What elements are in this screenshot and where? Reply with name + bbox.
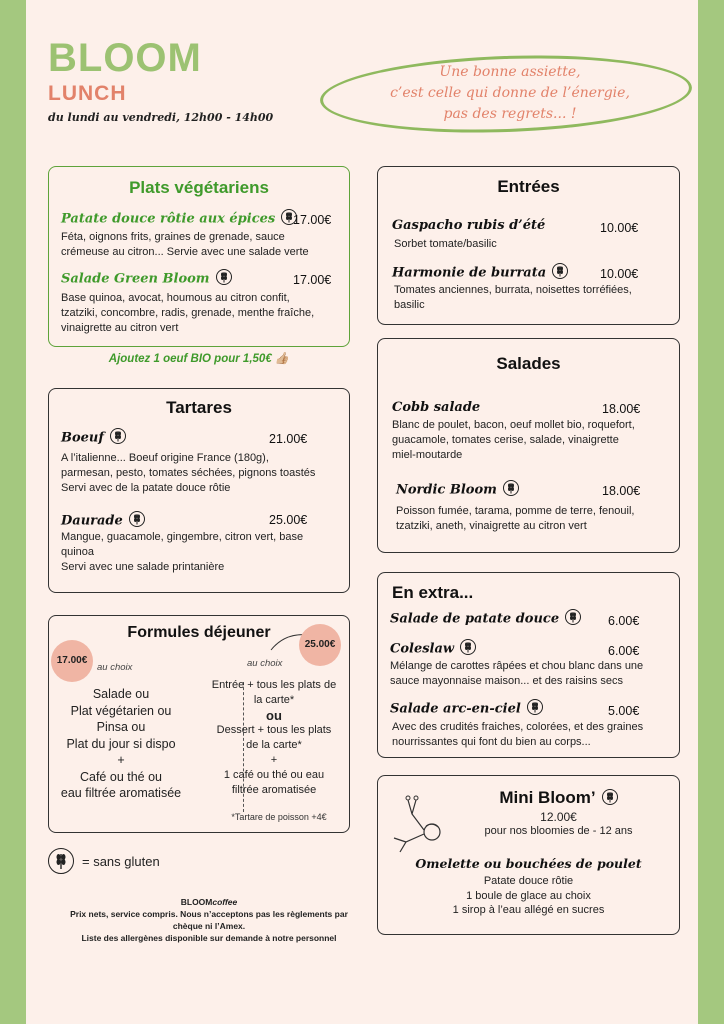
menu-item-desc: Base quinoa, avocat, houmous au citron confit, tzatziki, concombre, radis, grenade, menthe fraîche, vinaigrette au citron vert — [61, 292, 315, 334]
menu-item-price: 6.00€ — [608, 614, 640, 628]
brand-title: BLOOM — [48, 36, 202, 80]
quote-line: c’est celle qui donne de l’énergie, — [390, 85, 630, 101]
menu-item-name: Boeuf — [61, 430, 126, 446]
gluten-free-icon — [110, 428, 126, 444]
gluten-free-icon — [460, 639, 476, 655]
menu-item-desc: Avec des crudités fraiches, colorées, et des graines nourrissantes qui font du bien au corps... — [392, 721, 644, 748]
menu-item-desc: A l’italienne... Boeuf origine France (180g), parmesan, pesto, tomates séchées, pignons toastés Servi avec de la patate douce rôtie — [61, 452, 316, 494]
footer — [48, 896, 370, 944]
footer-line: chèque ni l’Amex. — [172, 921, 246, 931]
menu-item-desc: Sorbet tomate/basilic — [394, 238, 497, 250]
entrees-title: Entrées — [497, 177, 560, 196]
legend-text: = sans gluten — [82, 853, 160, 869]
quote — [330, 62, 690, 125]
menu-item-name: Harmonie de burrata — [392, 265, 568, 281]
menu-item-price: 18.00€ — [602, 402, 641, 416]
menu-item-price: 18.00€ — [602, 484, 641, 498]
menu-item-desc: Poisson fumée, tarama, pomme de terre, fenouil, tzatziki, aneth, vinaigrette au citron vert — [396, 505, 635, 532]
menu-item-name: Daurade — [61, 513, 145, 529]
menu-item-name: Salade arc-en-ciel — [390, 701, 543, 717]
gluten-free-icon — [503, 480, 519, 496]
menu-item-desc: Blanc de poulet, bacon, oeuf mollet bio, roquefort, guacamole, tomates cerise, salade, vinaigrette miel-moutarde — [392, 419, 635, 461]
mini-bloom-age: pour nos bloomies de - 12 ans — [484, 825, 633, 837]
quote-line: pas des regrets... ! — [443, 106, 577, 122]
salades-title: Salades — [496, 354, 561, 373]
vegetarian-title: Plats végétariens — [129, 178, 269, 197]
menu-item-price: 17.00€ — [293, 213, 332, 227]
mini-bloom-dish: Omelette ou bouchées de poulet — [415, 856, 642, 871]
extras-card — [377, 572, 680, 758]
gluten-free-icon — [565, 609, 581, 625]
menu-subtitle: LUNCH — [48, 82, 127, 105]
footer-brand: BLOOMcoffee — [180, 897, 238, 907]
gluten-free-icon — [129, 511, 145, 527]
footer-line: Prix nets, service compris. Nous n’acceptons pas les règlements par — [70, 909, 348, 919]
menu-item-desc: Féta, oignons frits, graines de grenade, sauce crémeuse au citron... Servie avec une salade verte — [61, 231, 309, 258]
menu-item-price: 21.00€ — [269, 432, 308, 446]
menu-item-name: Salade de patate douce — [390, 611, 581, 627]
menu-item-name: Gaspacho rubis d’été — [392, 218, 546, 233]
menu-item-name: Patate douce rôtie aux épices — [61, 211, 297, 227]
formule-left-text: Salade ou Plat végétarien ou Pinsa ou Plat du jour si dispo + Café ou thé ou eau filtrée aromatisée — [60, 687, 182, 800]
vegetarian-card — [48, 166, 350, 347]
tartares-card — [48, 388, 350, 593]
au-choix-label: au choix — [247, 658, 283, 669]
au-choix-label: au choix — [97, 662, 133, 673]
gluten-free-icon — [552, 263, 568, 279]
egg-supplement-note: Ajoutez 1 oeuf BIO pour 1,50€ 👍🏼 — [108, 353, 290, 365]
mini-bloom-details: Patate douce rôtie 1 boule de glace au choix 1 sirop à l’eau allégé en sucres — [452, 875, 605, 916]
menu-item-price: 17.00€ — [293, 273, 332, 287]
gluten-free-icon — [602, 789, 618, 805]
tartare-note: *Tartare de poisson +4€ — [231, 812, 327, 822]
menu-item-name: Cobb salade — [392, 400, 481, 415]
menu-item-price: 10.00€ — [600, 267, 639, 281]
gluten-legend — [48, 848, 160, 874]
price-badge: 17.00€ — [51, 640, 93, 682]
right-green-band — [698, 0, 724, 1024]
menu-item-price: 10.00€ — [600, 221, 639, 235]
extras-title: En extra... — [392, 583, 474, 602]
menu-item-name: Coleslaw — [390, 641, 476, 657]
quote-line: Une bonne assiette, — [439, 64, 581, 80]
salades-card — [377, 338, 680, 553]
menu-item-desc: Mangue, guacamole, gingembre, citron vert, base quinoa Servi avec une salade printanière — [61, 531, 304, 573]
formules-card — [48, 615, 350, 833]
footer-line: Liste des allergènes disponible sur demande à notre personnel — [81, 933, 337, 943]
gluten-free-icon — [48, 848, 74, 874]
menu-item-desc: Tomates anciennes, burrata, noisettes torréfiées, basilic — [394, 284, 632, 311]
menu-item-name: Salade Green Bloom — [61, 271, 232, 287]
menu-item-name: Nordic Bloom — [396, 482, 519, 498]
formules-title: Formules déjeuner — [127, 624, 271, 641]
mini-bloom-title: Mini Bloom’ — [438, 788, 679, 808]
gluten-free-icon — [527, 699, 543, 715]
menu-item-desc: Mélange de carottes râpées et chou blanc dans une sauce mayonnaise maison... et des raisins secs — [390, 660, 644, 687]
entrees-card — [377, 166, 680, 325]
menu-item-price: 5.00€ — [608, 704, 640, 718]
tartares-title: Tartares — [166, 398, 232, 417]
gluten-free-icon — [216, 269, 232, 285]
left-green-band — [0, 0, 26, 1024]
menu-item-price: 6.00€ — [608, 644, 640, 658]
price-badge: 25.00€ — [299, 624, 341, 666]
schedule: du lundi au vendredi, 12h00 - 14h00 — [48, 111, 274, 124]
mini-bloom-price: 12.00€ — [540, 810, 577, 824]
formule-right-text: Entrée + tous les plats de la carte* ou Dessert + tous les plats de la carte* + 1 café ou thé ou eau filtrée aromatisée — [211, 679, 337, 796]
menu-item-price: 25.00€ — [269, 513, 308, 527]
mini-bloom-card — [377, 775, 680, 935]
